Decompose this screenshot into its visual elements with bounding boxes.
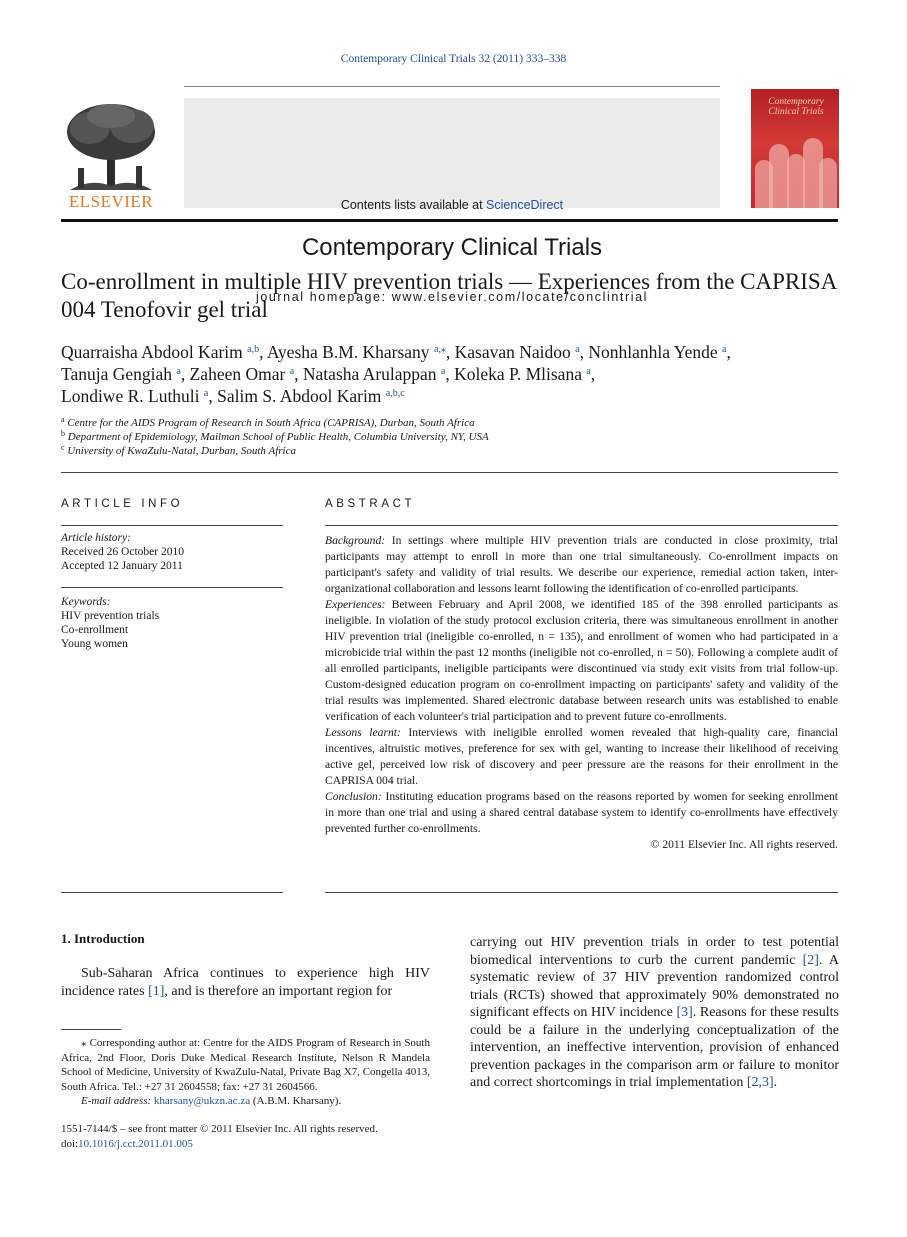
contents-line <box>184 198 720 212</box>
journal-citation[interactable]: Contemporary Clinical Trials 32 (2011) 333–338 <box>340 53 567 65</box>
issn-line: 1551-7144/$ – see front matter © 2011 Elsevier Inc. All rights reserved. <box>61 1123 378 1135</box>
affiliations <box>61 416 838 458</box>
keywords-label: Keywords: <box>61 596 111 608</box>
author[interactable]: Nonhlanhla Yende $^a$ <box>588 342 727 362</box>
author[interactable]: Tanuja Gengiah $^a$ <box>61 364 181 384</box>
abstract-lessons: Lessons learnt: Interviews with ineligible enrolled women revealed that high-quality care, financial incentives, altruistic motives, preference for sex with gel, wanting to increase their likelihood of receiving active gel, perceived low risk of discovery and peer pressure are the reasons for their enrollment in the CAPRISA 004 trial. <box>325 726 838 787</box>
front-matter <box>61 1122 430 1151</box>
received-date: Received 26 October 2010 <box>61 546 184 558</box>
banner-top-rule <box>184 86 720 87</box>
reference-link[interactable]: [2] <box>802 952 819 968</box>
reference-link[interactable]: [2,3] <box>746 1075 774 1090</box>
author[interactable]: Kasavan Naidoo $^a$ <box>454 342 580 362</box>
author[interactable]: Salim S. Abdool Karim $^{a,b,c}$ <box>217 386 405 406</box>
accepted-date: Accepted 12 January 2011 <box>61 560 183 572</box>
elsevier-wordmark: ELSEVIER <box>68 192 154 210</box>
divider <box>61 892 283 893</box>
keyword: Young women <box>61 638 128 650</box>
corresponding-author-footnote <box>61 1036 430 1109</box>
cover-title: Contemporary Clinical Trials <box>768 97 824 117</box>
affiliation: $^c$ University of KwaZulu-Natal, Durban, South Africa <box>61 443 296 457</box>
reference-link[interactable]: [3] <box>676 1005 693 1020</box>
author-list: Quarraisha Abdool Karim $^{a,b}$, Ayesha B.M. Kharsany $^{a,⁎}$, Kasavan Naidoo $^a$, Nonhlanhla Yende $^a$, Tanuja Gengiah $^a$, Zaheen Omar $^a$, Natasha Arulappan $^a$, Koleka P. Mlisana $^a$, Londiwe R. Luthuli $^a$, Salim S. Abdool Karim $^{a,b,c}$ <box>61 342 731 406</box>
divider <box>61 587 283 589</box>
abstract-conclusion: Conclusion: Instituting education programs based on the reasons reported by women for seeking enrollment in more than one trial and using a shared central database system to identify co-enrollments have effectively prevented further co-enrollments. <box>325 790 838 835</box>
footnote-rule <box>61 1029 121 1030</box>
section-heading: 1. Introduction <box>61 931 145 946</box>
intro-paragraph-right: carrying out HIV prevention trials in order to test potential biomedical interventions to curb the current pandemic [2]. A systematic review of 37 HIV prevention randomized control trials (RCTs) showed that approximately 90% demonstrated no significant effects on HIV incidence [3]. Reasons for these results could be a failure in the underlying conceptualization of the intervention, an ineffective intervention, provision of enhanced prevention packages in the comparison arm or failure to monitor and correct shortcomings in trial implementation [2,3]. <box>470 935 839 1090</box>
sciencedirect-link[interactable]: ScienceDirect <box>486 198 564 212</box>
history-label: Article history: <box>61 532 131 544</box>
email-link[interactable]: kharsany@ukzn.ac.za <box>153 1095 251 1107</box>
homepage-prefix: journal homepage: <box>255 290 392 304</box>
abstract-background: Background: In settings where multiple HIV prevention trials are conducted in close proximity, trial participants may attempt to enroll in more than one trial simultaneously. Co-enrollment impacts on participant's safety and validity of trial results. We describe our experience, remedial action taken, inter-organizational collaboration and lessons learnt following the identification of co-enrolled participants. <box>325 534 838 595</box>
header-rule <box>61 219 838 222</box>
journal-banner <box>184 98 720 304</box>
abstract-heading: ABSTRACT <box>325 498 416 510</box>
reference-link[interactable]: [1] <box>148 984 165 999</box>
article-title: Co-enrollment in multiple HIV prevention trials — Experiences from the CAPRISA 004 Tenofovir gel trial <box>61 269 837 322</box>
author[interactable]: Zaheen Omar $^a$ <box>189 364 295 384</box>
contents-prefix: Contents lists available at <box>340 198 487 212</box>
article-info <box>61 531 283 651</box>
elsevier-logo <box>60 98 162 210</box>
doi-link[interactable]: 10.1016/j.cct.2011.01.005 <box>78 1137 193 1150</box>
affiliation: $^b$ Department of Epidemiology, Mailman School of Public Health, Columbia University, NY, USA <box>61 429 489 443</box>
copyright: © 2011 Elsevier Inc. All rights reserved. <box>650 838 838 851</box>
abstract-body <box>325 533 838 853</box>
homepage-url[interactable]: www.elsevier.com/locate/conclintrial <box>391 290 649 304</box>
divider <box>325 525 838 526</box>
author[interactable]: Natasha Arulappan $^a$ <box>302 364 446 384</box>
email-line: E-mail address: kharsany@ukzn.ac.za (A.B.M. Kharsany). <box>81 1095 342 1107</box>
corresponding-note: ⁎ Corresponding author at: Centre for the AIDS Program of Research in South Africa, 2nd Floor, Doris Duke Medical Research Institute, Nelson R Mandela School of Medicine, University of KwaZulu-Natal, Private Bag X7, Congella 4013, South Africa. Tel.: +27 31 2604558; fax: +27 31 2604566. <box>61 1037 430 1093</box>
article-info-heading: ARTICLE INFO <box>61 498 184 510</box>
author[interactable]: Koleka P. Mlisana $^a$ <box>454 364 591 384</box>
author[interactable]: Quarraisha Abdool Karim $^{a,b}$ <box>61 342 260 362</box>
doi-line: doi:10.1016/j.cct.2011.01.005 <box>61 1137 193 1150</box>
author[interactable]: Ayesha B.M. Kharsany $^{a,⁎}$ <box>266 342 446 362</box>
intro-paragraph-left: Sub-Saharan Africa continues to experience high HIV incidence rates [1], and is therefore an important region for <box>61 966 430 999</box>
keyword: HIV prevention trials <box>61 610 160 622</box>
journal-title: Contemporary Clinical Trials <box>301 234 603 261</box>
abstract-experiences: Experiences: Between February and April 2008, we identified 185 of the 398 enrolled participants as ineligible. In violation of the study protocol exclusion criteria, there was simultaneous enrollment in another HIV prevention trial (ineligible co-enrolled, n = 135), and enrollment of women who had participated in a microbicide trial within the past 12 months (ineligible not co-enrolled, n = 50). Following a complete audit of all enrolled participants, ineligible participants were discontinued via study exit visits from trial follow-up. Custom-designed education program on co-enrollment impacting on participants' safety and validity of the trial results was implemented. Shared electronic database between research units was established to enable verification of each volunteer's trial participation and to prevent future co-enrollments. <box>325 598 838 723</box>
keyword: Co-enrollment <box>61 624 129 636</box>
divider <box>61 525 283 526</box>
affiliation: $^a$ Centre for the AIDS Program of Research in South Africa (CAPRISA), Durban, South Africa <box>61 415 475 429</box>
divider <box>325 892 838 893</box>
journal-cover-image <box>751 89 839 208</box>
author[interactable]: Londiwe R. Luthuli $^a$ <box>61 386 209 406</box>
divider <box>61 472 838 473</box>
